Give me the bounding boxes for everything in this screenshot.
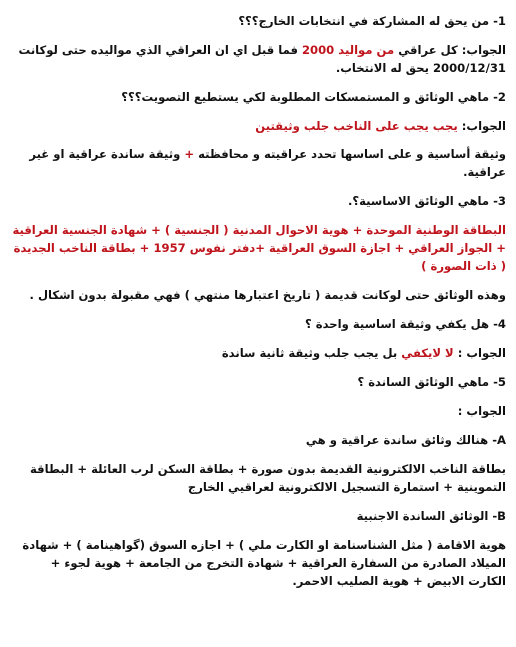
q2-detail-supporting: وثيقة ساندة عراقية او غير عراقية. [29, 147, 506, 179]
q2-question: 2- ماهي الوثائق و المستمسكات المطلوبة لكي يستطيع التصويت؟؟؟ [121, 90, 506, 104]
q1-question: 1- من يحق له المشاركة في انتخابات الخارج؟؟؟ [238, 14, 506, 28]
q5-question: 5- ماهي الوثائق الساندة ؟ [357, 375, 506, 389]
q4-answer-rest: بل يجب جلب وثيقة ثانية ساندة [221, 346, 402, 360]
q5-answer-label: الجواب : [457, 404, 506, 418]
q2-answer-highlight: يجب يجب على الناخب جلب وثيقتين [255, 119, 458, 133]
q1-answer [10, 41, 506, 77]
q1-answer-lead: الجواب: كل عراقي [394, 43, 506, 57]
q4-question: 4- هل يكفي وثيقة اساسية واحدة ؟ [304, 317, 506, 331]
q4-answer-lead: الجواب : [453, 346, 506, 360]
q1-answer-rest: فما قبل اي ان العراقي الذي مواليده حتى لوكانت 2000/12/31 يحق له الانتخاب. [18, 43, 506, 75]
q2-detail [10, 145, 506, 181]
q5-section-a-title: A- هنالك وثائق ساندة عراقية و هي [305, 433, 506, 447]
q3-answer-list: البطاقة الوطنية الموحدة + هوية الاحوال المدنية ( الجنسية ) + شهادة الجنسية العراقية + الجواز العراقي + اجازة السوق العراقية +دفتر نفوس 1957 + بطاقة الناخب الجديدة ( ذات الصورة ) [12, 223, 506, 273]
q2-answer [10, 117, 506, 135]
q1-answer-highlight: من مواليد 2000 [301, 43, 395, 57]
q4-answer [10, 344, 506, 362]
q3-question: 3- ماهي الوثائق الاساسية؟. [347, 194, 506, 208]
q5-section-b-title: B- الوثائق الساندة الاجنبية [356, 509, 506, 523]
q5-section-a-body: بطاقة الناخب الالكترونية القديمة بدون صورة + بطاقة السكن لرب العائلة + البطاقة التموينية + استمارة التسجيل الالكترونية لعراقيي الخارج [30, 462, 506, 494]
q3-note: وهذه الوثائق حتى لوكانت قديمة ( تاريخ اعتبارها منتهي ) فهي مقبولة بدون اشكال . [29, 288, 506, 302]
q2-detail-primary: وثيقة أساسية و على اساسها تحدد عراقيته و محافظته [194, 147, 506, 161]
q4-answer-highlight: لا لايكفي [401, 346, 454, 360]
q2-answer-lead: الجواب: [457, 119, 506, 133]
q5-section-b-body: هوية الاقامة ( مثل الشناسنامة او الكارت ملي ) + اجازه السوق (گواهينامة ) + شهادة الميلاد الصادرة من السفارة العراقية + شهادة التخرج من الجامعة + هوية لجوء + الكارت الابيض + هوية الصليب الاحمر. [22, 538, 506, 588]
q2-detail-plus: + [184, 147, 195, 161]
